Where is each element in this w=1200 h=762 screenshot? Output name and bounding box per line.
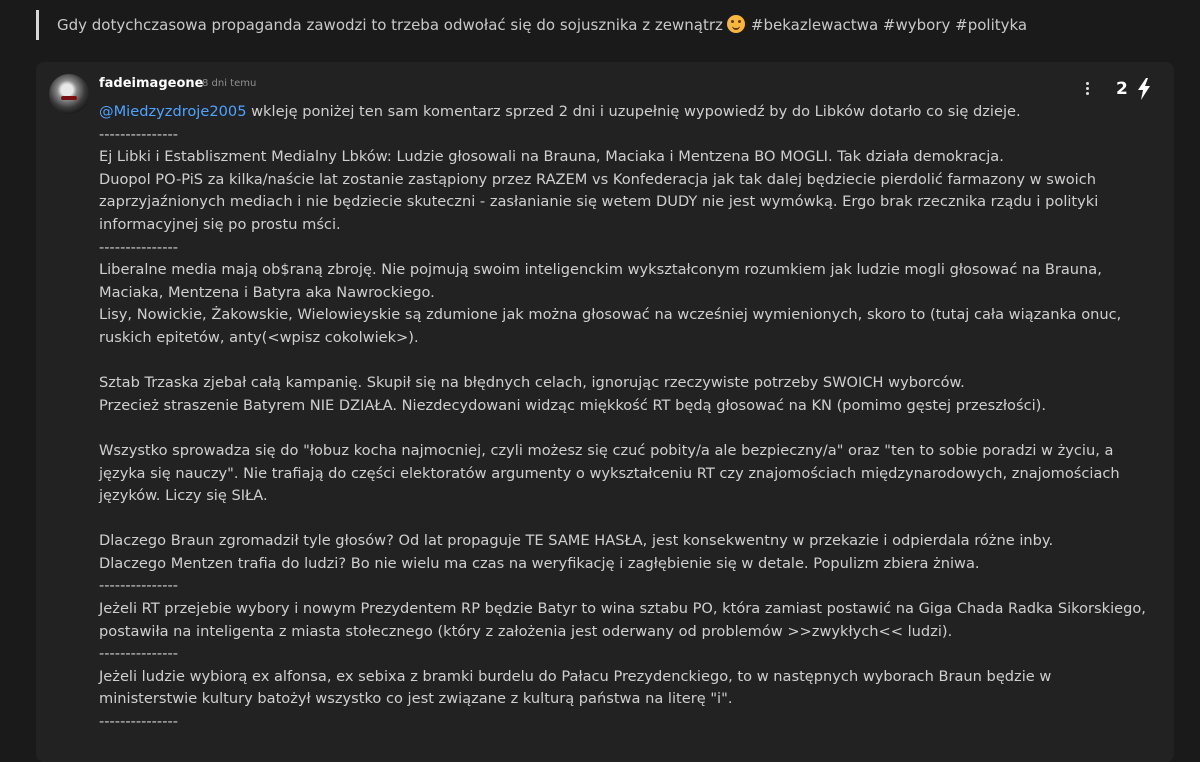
- avatar[interactable]: [49, 74, 89, 114]
- separator: ---------------: [99, 577, 178, 595]
- post-tags[interactable]: #bekazlewactwa #wybory #polityka: [750, 16, 1028, 34]
- more-options-icon[interactable]: [1082, 80, 1092, 100]
- comment-line: Liberalne media mają ob$raną zbroję. Nie pojmują swoim inteligenckim wykształconym rozumkiem jak ludzie mogli głosować na Brauna,: [99, 261, 1102, 279]
- comment-line: [99, 101, 1169, 124]
- comment-author[interactable]: fadeimageone: [99, 76, 204, 91]
- comment-line: ruskich epitetów, anty(<wpisz cokolwiek>).: [99, 328, 419, 346]
- comment-line: Jeżeli ludzie wybiorą ex alfonsa, ex sebixa z bramki burdelu do Pałacu Prezydenckiego, to w następnych wyborach Braun będzie w: [99, 667, 1052, 685]
- comment-line: postawiła na inteligenta z miasta stołecznego (który z założenia jest oderwany od problemów >>zwykłych<< ludzi).: [99, 622, 953, 640]
- paragraph-gap: [99, 417, 1169, 440]
- comment-line: Dlaczego Braun zgromadził tyle głosów? Od lat propaguje TE SAME HASŁA, jest konsekwentny w przekazie i odpierdala różne inby.: [99, 532, 1054, 550]
- post-text: Gdy dotychczasowa propaganda zawodzi to trzeba odwołać się do sojusznika z zewnątrz: [57, 16, 723, 34]
- comment-line: Przecież straszenie Batyrem NIE DZIAŁA. Niezdecydowani widząc miękkość RT będą głosować na KN (pomimo gęstej przeszłości).: [99, 396, 1047, 414]
- lightning-vote-icon[interactable]: [1137, 78, 1151, 100]
- comment-line: Wszystko sprowadza się do "łobuz kocha najmocniej, czyli możesz się czuć pobity/a ale bezpieczny/a" oraz "ten to sobie poradzi w życiu, a: [99, 441, 1114, 459]
- post-quote: [36, 10, 1027, 40]
- comment-body: [99, 101, 1169, 734]
- comment-line: Jeżeli RT przejebie wybory i nowym Prezydentem RP będzie Batyr to wina sztabu PO, która zamiast postawić na Giga Chada Radka Sikorskiego,: [99, 600, 1146, 618]
- comment-line: Dlaczego Mentzen trafia do ludzi? Bo nie wielu ma czas na weryfikację i zagłębienie się w detale. Populizm zbiera żniwa.: [99, 554, 980, 572]
- comment-line: Ej Libki i Establiszment Medialny Lbków: Ludzie głosowali na Brauna, Maciaka i Mentzena BO MOGLI. Tak działa demokracja.: [99, 148, 1004, 166]
- comment-line: ministerstwie kultury batożył wszystko co jest związane z kulturą państwa na literę "i".: [99, 690, 733, 708]
- comment-line: języków. Liczy się SIŁA.: [99, 487, 268, 505]
- comment-line: Sztab Trzaska zjebał całą kampanię. Skupił się na błędnych celach, ignorując rzeczywiste potrzeby SWOICH wyborców.: [99, 374, 965, 392]
- paragraph-gap: [99, 350, 1169, 373]
- comment-card: [36, 62, 1174, 762]
- comment-line: Duopol PO-PiS za kilka/naście lat zostanie zastąpiony przez RAZEM vs Konfederacja jak tak dalej będziecie pierdolić farmazony w swoich: [99, 170, 1097, 188]
- separator: ---------------: [99, 125, 178, 143]
- separator: ---------------: [99, 713, 178, 731]
- comment-line: języka się nauczy". Nie trafiają do części elektoratów argumenty o wykształceniu RT czy znajomościach międzynarodowych, znajomościach: [99, 464, 1120, 482]
- comment-line: zaprzyjaźnionych mediach i nie będziecie skuteczni - zasłanianie się wetem DUDY nie jest wymówką. Ergo brak rzecznika rządu i polityki: [99, 193, 1099, 211]
- separator: ---------------: [99, 645, 178, 663]
- paragraph-gap: [99, 508, 1169, 531]
- comment-text: wkleję poniżej ten sam komentarz sprzed 2 dni i uzupełnię wypowiedź by do Libków dotarło co się dzieje.: [246, 103, 1021, 120]
- comment-timestamp: 8 dni temu: [202, 78, 257, 89]
- comment-score: 2: [1116, 79, 1128, 99]
- comment-line: Maciaka, Mentzena i Batyra aka Nawrockiego.: [99, 283, 435, 301]
- smiling-face-emoji-icon: [727, 15, 745, 33]
- comment-line: informacyjnej się po prostu mści.: [99, 215, 341, 233]
- separator: ---------------: [99, 238, 178, 256]
- comment-line: Lisy, Nowickie, Żakowskie, Wielowieyskie są zdumione jak można głosować na wcześniej wymienionych, skoro to (tutaj cała wiązanka onuc,: [99, 306, 1122, 324]
- user-mention-link[interactable]: @Miedzyzdroje2005: [99, 103, 247, 120]
